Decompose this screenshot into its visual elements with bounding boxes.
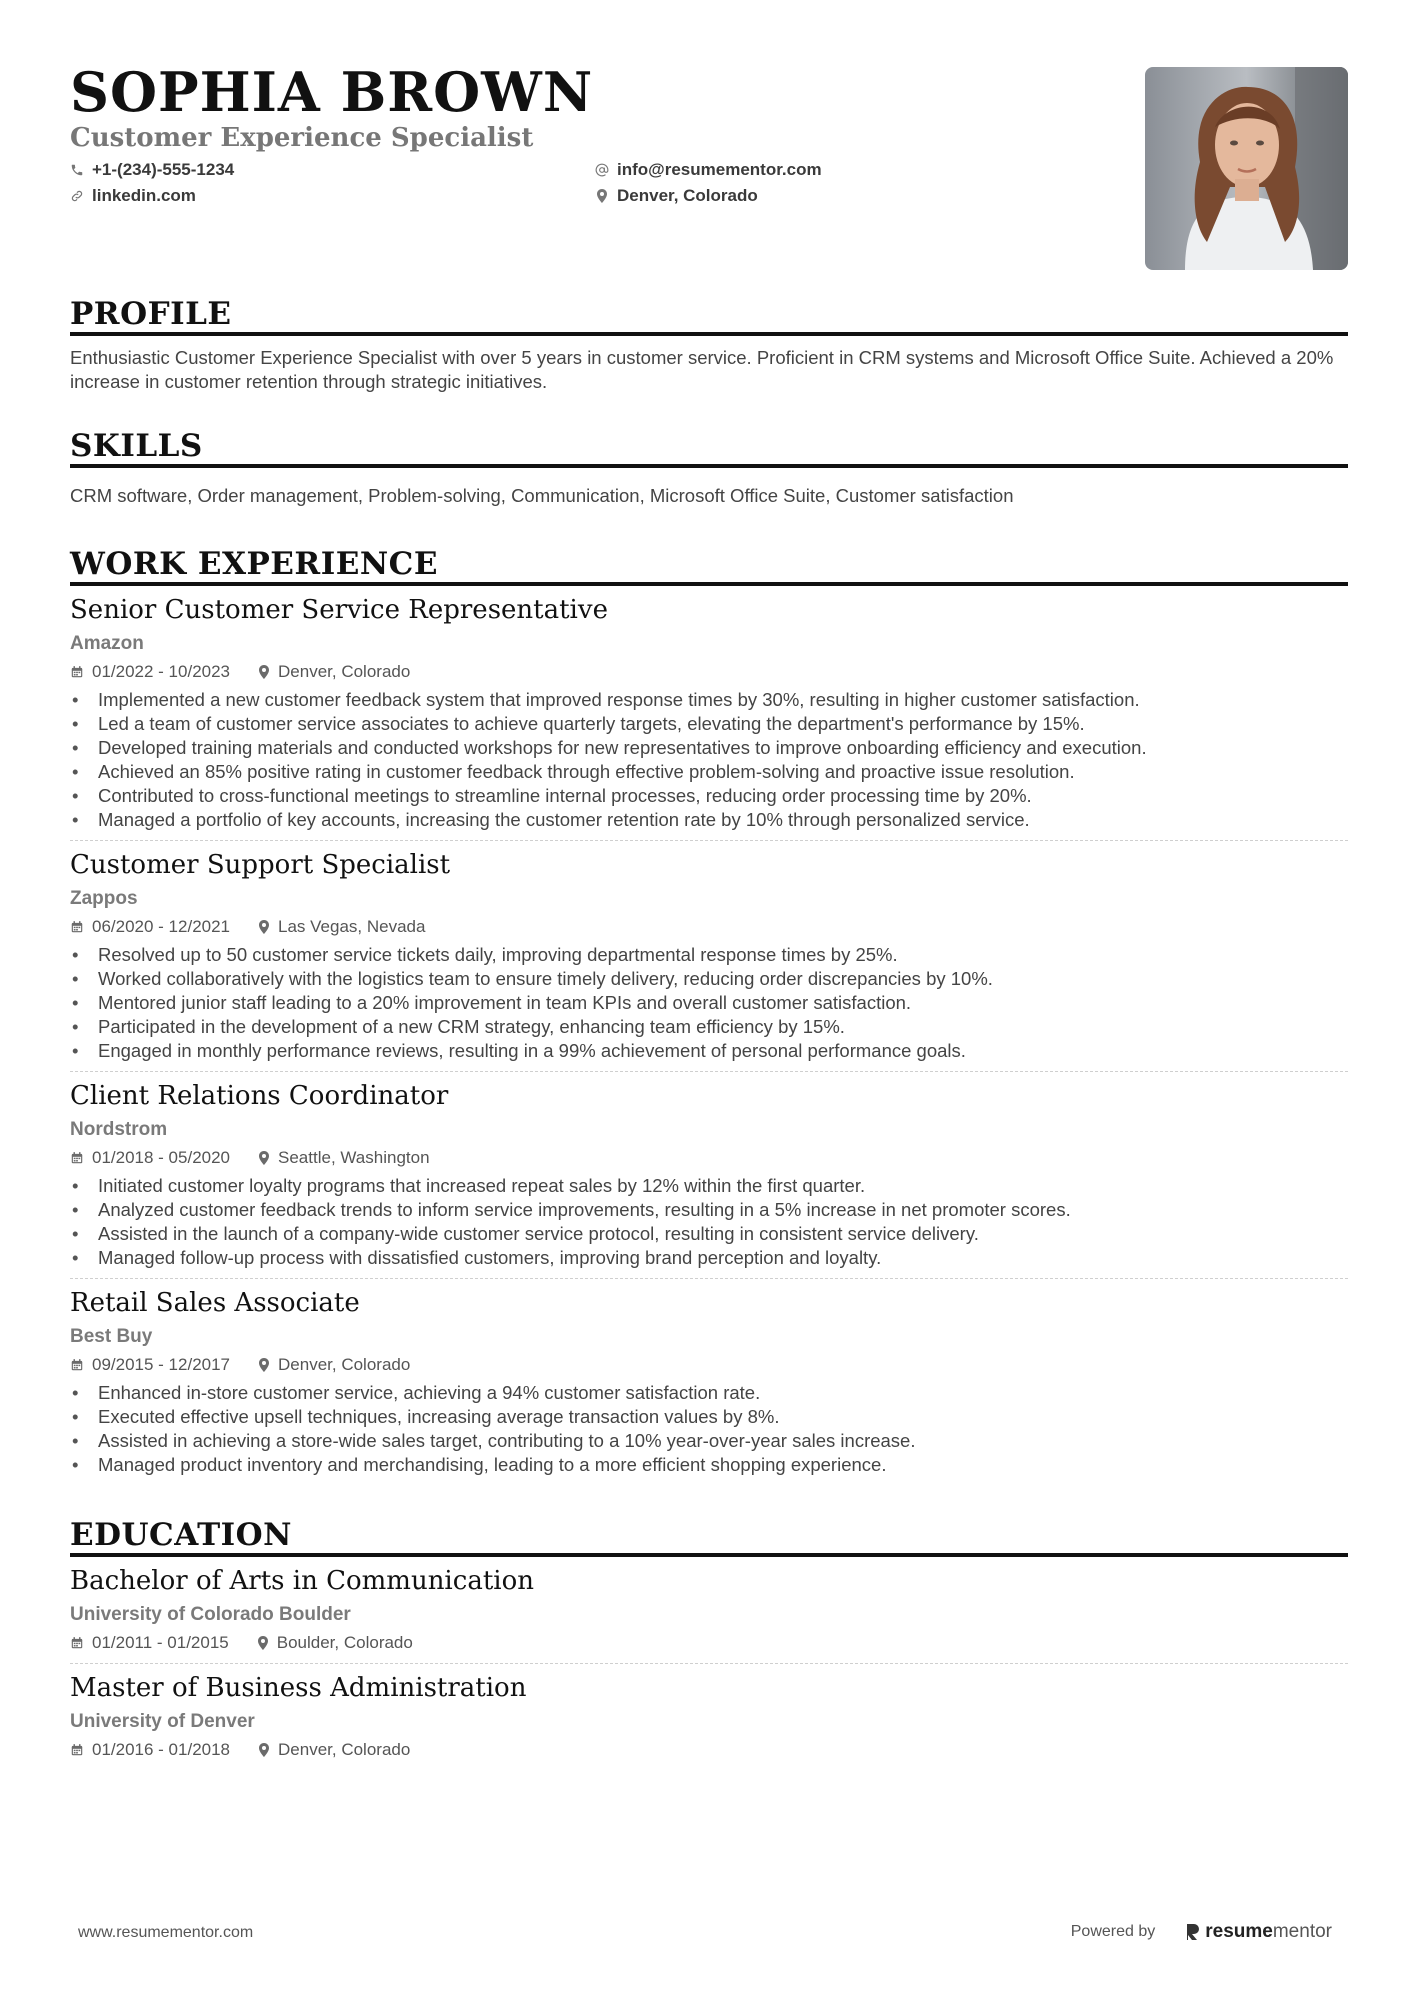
map-pin-icon	[257, 1636, 269, 1650]
resume-page	[70, 56, 1348, 1762]
location-text: Denver, Colorado	[617, 186, 758, 205]
achievement-item: • Engaged in monthly performance reviews, resulting in a 99% achievement of personal performance goals.	[70, 1039, 1348, 1063]
school-name: University of Colorado Boulder	[70, 1604, 351, 1625]
map-pin-icon	[258, 920, 270, 934]
contact-email[interactable]	[595, 160, 995, 180]
achievement-item: • Implemented a new customer feedback system that improved response times by 30%, resulting in higher customer satisfaction.	[70, 688, 1348, 712]
achievement-item: • Managed a portfolio of key accounts, increasing the customer retention rate by 10% through personalized service.	[70, 808, 1348, 832]
map-pin-icon	[595, 189, 609, 203]
achievement-item: • Initiated customer loyalty programs that increased repeat sales by 12% within the first quarter.	[70, 1174, 1348, 1198]
powered-by-label: Powered by	[1070, 1923, 1156, 1940]
email-text: info@resumementor.com	[617, 160, 822, 179]
achievement-item: • Worked collaboratively with the logistics team to ensure timely delivery, reducing order discrepancies by 10%.	[70, 967, 1348, 991]
date-range: 01/2022 - 10/2023	[92, 662, 231, 681]
achievement-item: • Led a team of customer service associates to achieve quarterly targets, elevating the department's performance by 15%.	[70, 712, 1348, 736]
location: Denver, Colorado	[278, 662, 411, 681]
contact-location	[595, 186, 995, 206]
achievement-list	[70, 1174, 1348, 1270]
phone-text: +1-(234)-555-1234	[92, 160, 235, 179]
meta-row	[70, 1631, 1348, 1655]
meta-row	[70, 1353, 1348, 1377]
education-entry	[70, 1672, 1348, 1762]
achievement-list	[70, 1381, 1348, 1477]
entry-divider	[70, 840, 1348, 841]
entry-divider	[70, 1278, 1348, 1279]
location: Seattle, Washington	[278, 1148, 430, 1167]
profile-summary: Enthusiastic Customer Experience Specialist with over 5 years in customer service. Proficient in CRM systems and Microsoft Office Suite. Achieved a 20% increase in customer retention through strategic initiatives.	[70, 347, 1334, 392]
meta-row	[70, 1738, 1348, 1762]
achievement-item: • Assisted in the launch of a company-wide customer service protocol, resulting in consistent service delivery.	[70, 1222, 1348, 1246]
meta-row	[70, 915, 1348, 939]
achievement-item: • Managed follow-up process with dissatisfied customers, improving brand perception and loyalty.	[70, 1246, 1348, 1270]
date-range: 09/2015 - 12/2017	[92, 1355, 231, 1374]
achievement-item: • Contributed to cross-functional meetings to streamline internal processes, reducing order processing time by 20%.	[70, 784, 1348, 808]
contact-phone[interactable]	[70, 160, 595, 180]
footer-branding	[1071, 1921, 1332, 1943]
education-section	[70, 1517, 1348, 1762]
calendar-icon	[70, 1151, 84, 1165]
achievement-list	[70, 688, 1348, 832]
location: Denver, Colorado	[278, 1355, 411, 1374]
experience-section	[70, 546, 1348, 1477]
resume-header	[70, 62, 1348, 282]
achievement-item: • Managed product inventory and merchandising, leading to a more efficient shopping experience.	[70, 1453, 1348, 1477]
location: Denver, Colorado	[278, 1740, 411, 1759]
date-range: 01/2018 - 05/2020	[92, 1148, 231, 1167]
section-title-skills: SKILLS	[70, 428, 1348, 468]
map-pin-icon	[258, 1358, 270, 1372]
phone-icon	[70, 163, 84, 177]
achievement-item: • Developed training materials and conducted workshops for new representatives to improve onboarding efficiency and execution.	[70, 736, 1348, 760]
candidate-name: SOPHIA BROWN	[70, 60, 594, 124]
at-icon	[595, 163, 609, 177]
achievement-item: • Mentored junior staff leading to a 20% improvement in team KPIs and overall customer satisfaction.	[70, 991, 1348, 1015]
achievement-item: • Executed effective upsell techniques, increasing average transaction values by 8%.	[70, 1405, 1348, 1429]
meta-row	[70, 660, 1348, 684]
map-pin-icon	[258, 1151, 270, 1165]
footer-website[interactable]: www.resumementor.com	[78, 1924, 254, 1941]
job-title: Retail Sales Associate	[70, 1288, 360, 1318]
job-title: Client Relations Coordinator	[70, 1081, 449, 1111]
map-pin-icon	[258, 665, 270, 679]
skills-list: CRM software, Order management, Problem-solving, Communication, Microsoft Office Suite, Customer satisfaction	[70, 485, 1014, 506]
section-title-profile: PROFILE	[70, 296, 1348, 336]
achievement-item: • Resolved up to 50 customer service tickets daily, improving departmental response times by 25%.	[70, 943, 1348, 967]
achievement-item: • Achieved an 85% positive rating in customer feedback through effective problem-solving and proactive issue resolution.	[70, 760, 1348, 784]
brand-bold: resume	[1205, 1921, 1273, 1942]
skills-section	[70, 428, 1348, 508]
map-pin-icon	[258, 1743, 270, 1757]
calendar-icon	[70, 920, 84, 934]
location: Boulder, Colorado	[276, 1633, 413, 1652]
job-entry	[70, 594, 1348, 841]
job-entry	[70, 1287, 1348, 1477]
company-name: Zappos	[70, 888, 138, 909]
company-name: Amazon	[70, 633, 144, 654]
brand-logo-icon	[1185, 1922, 1201, 1942]
linkedin-text: linkedin.com	[92, 186, 196, 205]
date-range: 01/2011 - 01/2015	[92, 1633, 229, 1652]
date-range: 01/2016 - 01/2018	[92, 1740, 231, 1759]
calendar-icon	[70, 1743, 84, 1757]
job-entry	[70, 1080, 1348, 1279]
entry-divider	[70, 1071, 1348, 1072]
achievement-item: • Analyzed customer feedback trends to inform service improvements, resulting in a 5% increase in net promoter scores.	[70, 1198, 1348, 1222]
school-name: University of Denver	[70, 1711, 255, 1732]
date-range: 06/2020 - 12/2021	[92, 917, 231, 936]
degree-title: Master of Business Administration	[70, 1673, 527, 1703]
profile-photo	[1145, 67, 1348, 270]
brand-light: mentor	[1272, 1921, 1332, 1942]
job-list	[70, 594, 1348, 1477]
education-list	[70, 1565, 1348, 1762]
location: Las Vegas, Nevada	[278, 917, 426, 936]
entry-divider	[70, 1663, 1348, 1664]
candidate-headline: Customer Experience Specialist	[70, 123, 534, 153]
calendar-icon	[70, 665, 84, 679]
job-entry	[70, 849, 1348, 1072]
profile-section	[70, 296, 1348, 394]
job-title: Customer Support Specialist	[70, 850, 451, 880]
section-title-education: EDUCATION	[70, 1517, 1348, 1557]
degree-title: Bachelor of Arts in Communication	[70, 1566, 534, 1596]
education-entry	[70, 1565, 1348, 1664]
calendar-icon	[70, 1636, 84, 1650]
achievement-item: • Assisted in achieving a store-wide sales target, contributing to a 10% year-over-year sales increase.	[70, 1429, 1348, 1453]
calendar-icon	[70, 1358, 84, 1372]
company-name: Best Buy	[70, 1326, 153, 1347]
meta-row	[70, 1146, 1348, 1170]
job-title: Senior Customer Service Representative	[70, 595, 608, 625]
achievement-item: • Enhanced in-store customer service, achieving a 94% customer satisfaction rate.	[70, 1381, 1348, 1405]
contact-linkedin[interactable]	[70, 186, 595, 206]
achievement-list	[70, 943, 1348, 1063]
link-icon	[70, 189, 84, 203]
section-title-experience: WORK EXPERIENCE	[70, 546, 1348, 586]
achievement-item: • Participated in the development of a new CRM strategy, enhancing team efficiency by 15%.	[70, 1015, 1348, 1039]
company-name: Nordstrom	[70, 1119, 168, 1140]
brand-logo[interactable]	[1185, 1921, 1332, 1943]
